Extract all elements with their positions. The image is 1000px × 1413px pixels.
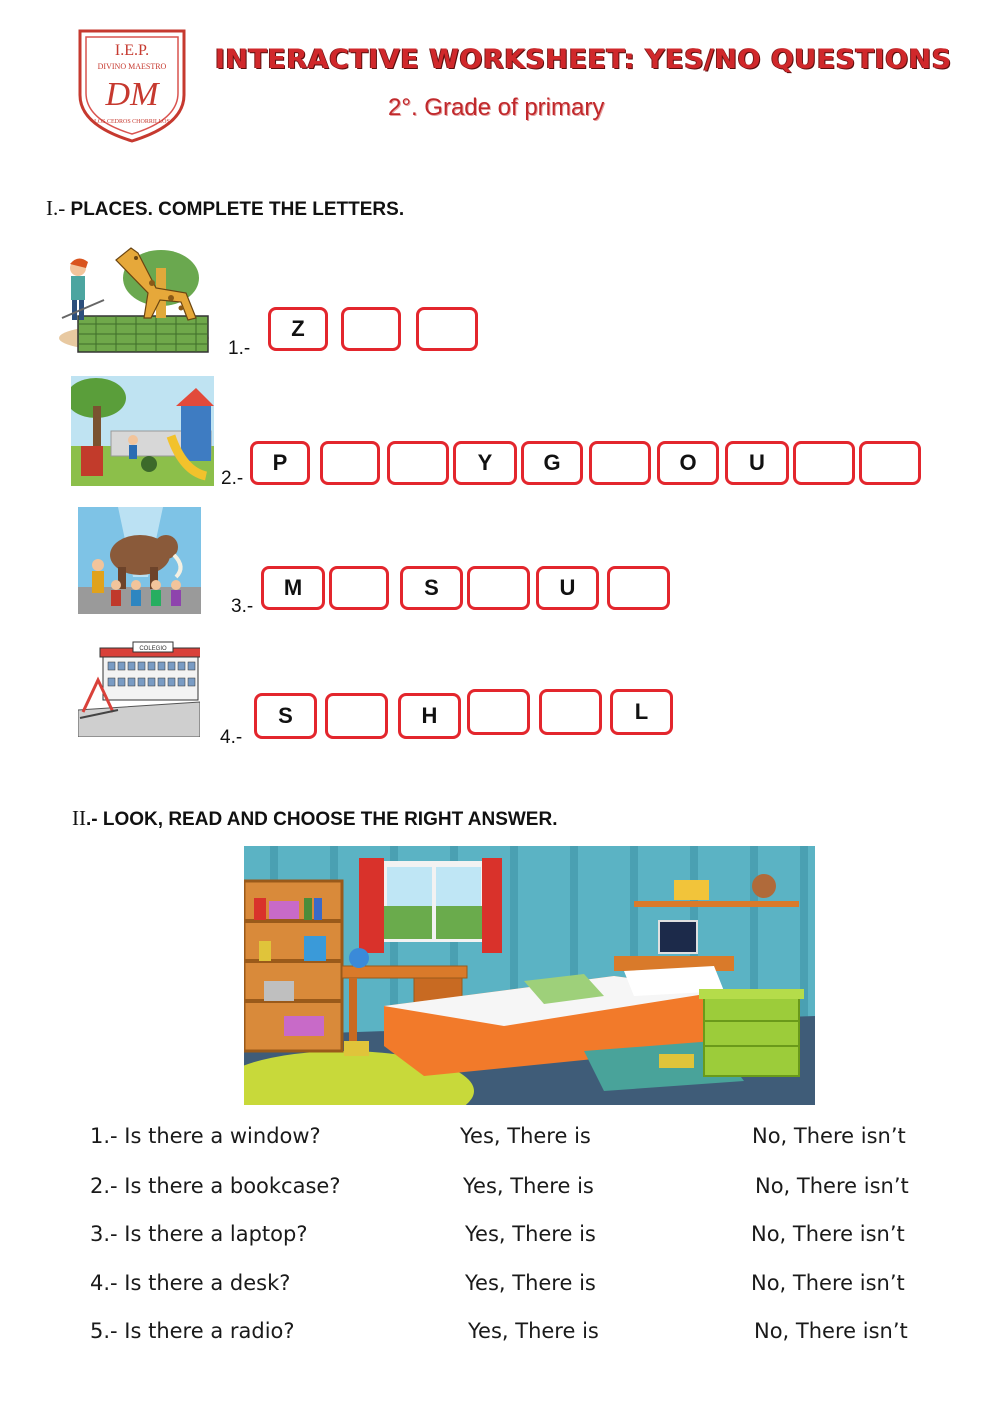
worksheet-subtitle: 2°. Grade of primary [388,94,605,121]
zoo-picture [56,238,212,356]
letter-box[interactable]: M [261,566,325,610]
worksheet-title: INTERACTIVE WORKSHEET: YES/NO QUESTIONS [215,44,952,75]
section1-heading [46,196,404,221]
svg-text:LOS CEDROS CHORRILLOS: LOS CEDROS CHORRILLOS [94,119,170,125]
letter-box[interactable]: O [657,441,719,485]
letter-box[interactable] [341,307,401,351]
letter-box[interactable]: G [521,441,583,485]
answer-yes-1[interactable]: Yes, There is [460,1124,591,1148]
letter-box[interactable]: S [254,693,317,739]
letter-box[interactable]: S [400,566,463,610]
letter-box[interactable]: Y [453,441,517,485]
section1-title: PLACES. COMPLETE THE LETTERS. [70,199,405,220]
item4-number: 4.- [220,727,243,748]
museum-picture [78,507,201,614]
item1-number: 1.- [228,338,251,359]
svg-text:DIVINO MAESTRO: DIVINO MAESTRO [97,62,167,71]
answer-yes-5[interactable]: Yes, There is [468,1319,599,1343]
question-4: 4.- Is there a desk? [90,1271,291,1295]
playground-picture [71,376,214,486]
answer-yes-2[interactable]: Yes, There is [463,1174,594,1198]
letter-box[interactable] [387,441,449,485]
question-5: 5.- Is there a radio? [90,1319,295,1343]
section2-heading [72,806,557,831]
letter-box[interactable] [329,566,389,610]
letter-box[interactable]: U [725,441,789,485]
letter-box[interactable] [416,307,478,351]
svg-text:COLEGIO: COLEGIO [139,646,167,652]
letter-box[interactable] [325,693,388,739]
question-3: 3.- Is there a laptop? [90,1222,308,1246]
letter-box[interactable]: U [536,566,599,610]
answer-no-2[interactable]: No, There isn’t [755,1174,909,1198]
answer-no-5[interactable]: No, There isn’t [754,1319,908,1343]
school-logo [72,25,192,145]
letter-box[interactable] [607,566,670,610]
answer-yes-3[interactable]: Yes, There is [465,1222,596,1246]
question-2: 2.- Is there a bookcase? [90,1174,341,1198]
question-1: 1.- Is there a window? [90,1124,321,1148]
svg-text:I.E.P.: I.E.P. [114,42,150,59]
bedroom-picture [244,846,815,1105]
answer-no-1[interactable]: No, There isn’t [752,1124,906,1148]
section2-roman: II [72,806,86,830]
letter-box[interactable] [467,566,530,610]
letter-box[interactable] [539,689,602,735]
item2-number: 2.- [221,468,244,489]
answer-yes-4[interactable]: Yes, There is [465,1271,596,1295]
letter-box[interactable] [589,441,651,485]
svg-text:DM: DM [105,76,159,113]
item3-number: 3.- [231,596,254,617]
letter-box[interactable]: Z [268,307,328,351]
section1-roman: I.- [46,196,66,220]
letter-box[interactable]: L [610,689,673,735]
letter-box[interactable] [467,689,530,735]
section2-title: .- LOOK, READ AND CHOOSE THE RIGHT ANSWER. [86,809,558,830]
letter-box[interactable]: P [250,441,310,485]
school-picture [78,640,200,737]
letter-box[interactable] [320,441,380,485]
letter-box[interactable]: H [398,693,461,739]
letter-box[interactable] [793,441,855,485]
answer-no-3[interactable]: No, There isn’t [751,1222,905,1246]
letter-box[interactable] [859,441,921,485]
answer-no-4[interactable]: No, There isn’t [751,1271,905,1295]
